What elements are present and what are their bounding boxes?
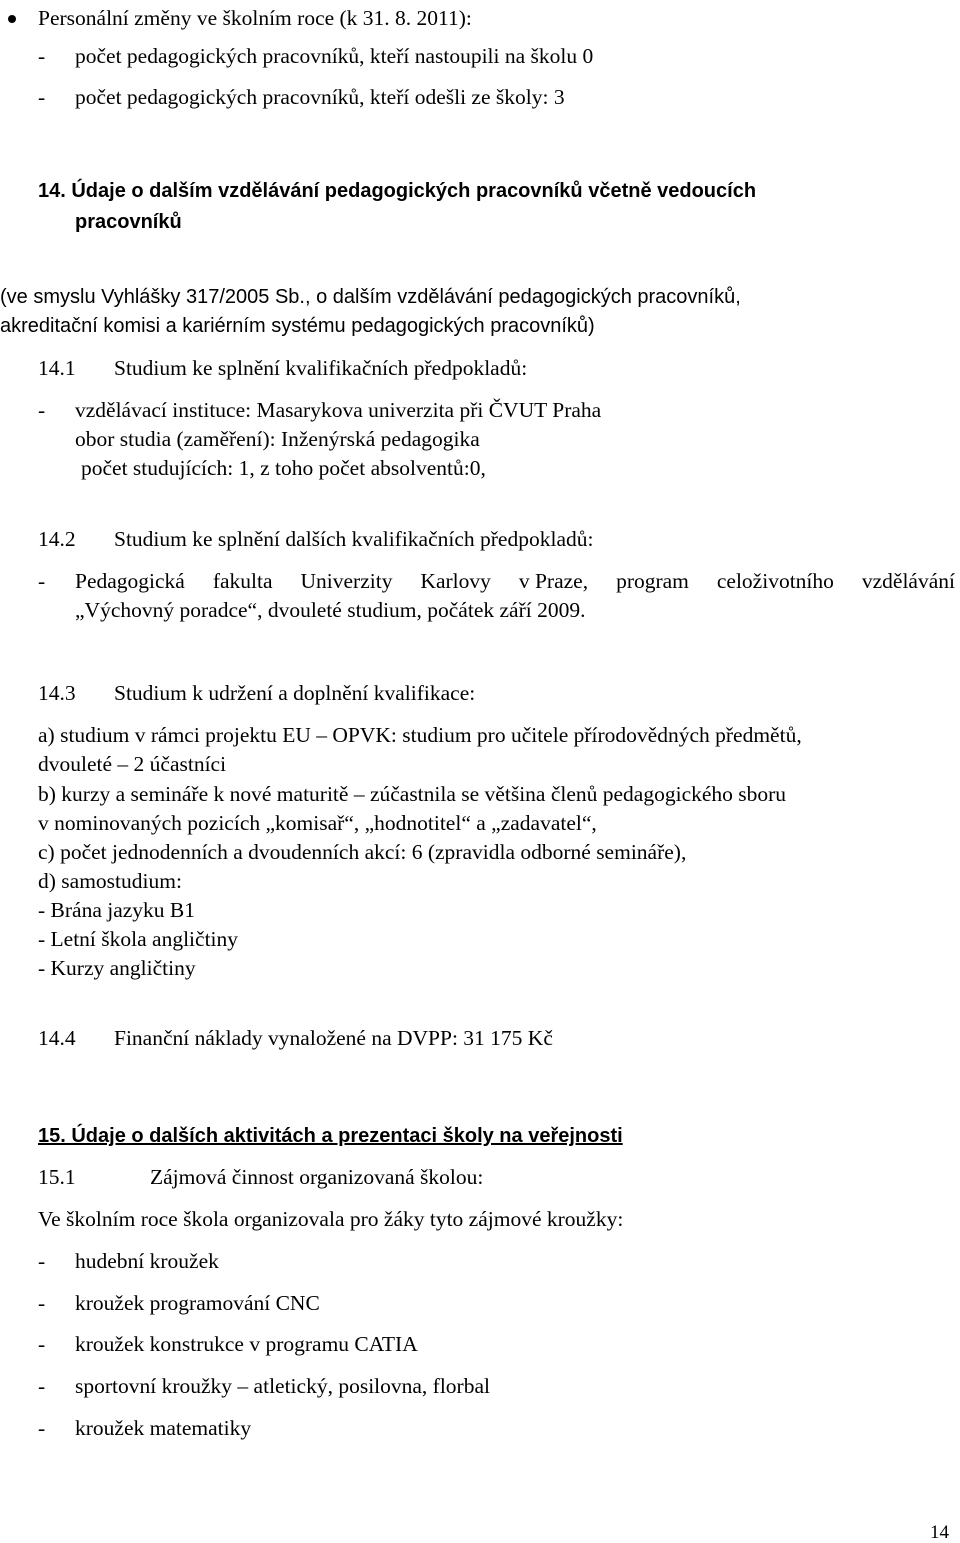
list-dash: - (38, 398, 46, 422)
list-dash: - (38, 569, 46, 593)
club-item: kroužek konstrukce v programu CATIA (75, 1332, 418, 1356)
clubs-intro: Ve školním roce škola organizovala pro žáky tyto zájmové kroužky: (38, 1207, 624, 1231)
club-item: kroužek programování CNC (75, 1291, 320, 1315)
list-dash: - (38, 1291, 46, 1315)
word: Univerzity (300, 569, 393, 593)
paragraph-line: c) počet jednodenních a dvoudenních akcí: 6 (zpravidla odborné semináře), (38, 840, 687, 864)
word: v Praze, (518, 569, 589, 593)
section-14-heading-line2: pracovníků (75, 211, 182, 233)
paragraph-line: - Kurzy angličtiny (38, 956, 196, 980)
subsection-number: 15.1 (38, 1165, 76, 1189)
list-dash: - (38, 1416, 46, 1440)
dvpp-costs: Finanční náklady vynaložené na DVPP: 31 175 Kč (114, 1026, 553, 1050)
paragraph-line: v nominovaných pozicích „komisař“, „hodnotitel“ a „zadavatel“, (38, 811, 597, 835)
section-14-note-line2: akreditační komisi a kariérním systému pedagogických pracovníků) (0, 315, 595, 337)
club-item: kroužek matematiky (75, 1416, 252, 1440)
personal-changes-heading: Personální změny ve školním roce (k 31. 8. 2011): (38, 6, 472, 30)
paragraph-line: a) studium v rámci projektu EU – OPVK: studium pro učitele přírodovědných předmětů, (38, 723, 802, 747)
subsection-number: 14.4 (38, 1026, 76, 1050)
section-14-note-line1: (ve smyslu Vyhlášky 317/2005 Sb., o dalším vzdělávání pedagogických pracovníků, (0, 286, 741, 308)
list-dash: - (38, 44, 46, 68)
word: fakulta (212, 569, 273, 593)
word: Karlovy (420, 569, 491, 593)
word: Pedagogická (75, 569, 185, 593)
subsection-title: Studium ke splnění kvalifikačních předpokladů: (114, 356, 528, 380)
word: celoživotního (716, 569, 834, 593)
program-line2: „Výchovný poradce“, dvouleté studium, počátek září 2009. (75, 598, 586, 622)
subsection-number: 14.3 (38, 681, 76, 705)
program-line-justified (75, 571, 955, 593)
paragraph-line: - Brána jazyku B1 (38, 898, 196, 922)
subsection-title: Studium k udržení a doplnění kvalifikace: (114, 681, 476, 705)
word: vzdělávání (861, 569, 955, 593)
list-dash: - (38, 1332, 46, 1356)
paragraph-line: d) samostudium: (38, 869, 182, 893)
paragraph-line: b) kurzy a semináře k nové maturitě – zúčastnila se většina členů pedagogického sboru (38, 782, 787, 806)
institution-line: vzdělávací instituce: Masarykova univerzita při ČVUT Praha (75, 398, 602, 422)
section-14-heading-line1: 14. Údaje o dalším vzdělávání pedagogických pracovníků včetně vedoucích (38, 180, 757, 202)
word: program (616, 569, 689, 593)
paragraph-line: dvouleté – 2 účastníci (38, 752, 227, 776)
students-count-line: počet studujících: 1, z toho počet absolventů:0, (81, 456, 486, 480)
list-dash: - (38, 1249, 46, 1273)
list-item: počet pedagogických pracovníků, kteří nastoupili na školu 0 (75, 44, 594, 68)
list-dash: - (38, 1374, 46, 1398)
subsection-title: Studium ke splnění dalších kvalifikačních předpokladů: (114, 527, 594, 551)
list-item: počet pedagogických pracovníků, kteří odešli ze školy: 3 (75, 85, 565, 109)
section-15-heading: 15. Údaje o dalších aktivitách a prezentaci školy na veřejnosti (38, 1125, 623, 1147)
bullet-dot (8, 15, 16, 23)
club-item: sportovní kroužky – atletický, posilovna, florbal (75, 1374, 490, 1398)
list-dash: - (38, 85, 46, 109)
study-field-line: obor studia (zaměření): Inženýrská pedagogika (75, 427, 480, 451)
subsection-number: 14.2 (38, 527, 76, 551)
club-item: hudební kroužek (75, 1249, 219, 1273)
subsection-number: 14.1 (38, 356, 76, 380)
subsection-title: Zájmová činnost organizovaná školou: (150, 1165, 484, 1189)
page-number: 14 (930, 1522, 949, 1543)
paragraph-line: - Letní škola angličtiny (38, 927, 239, 951)
